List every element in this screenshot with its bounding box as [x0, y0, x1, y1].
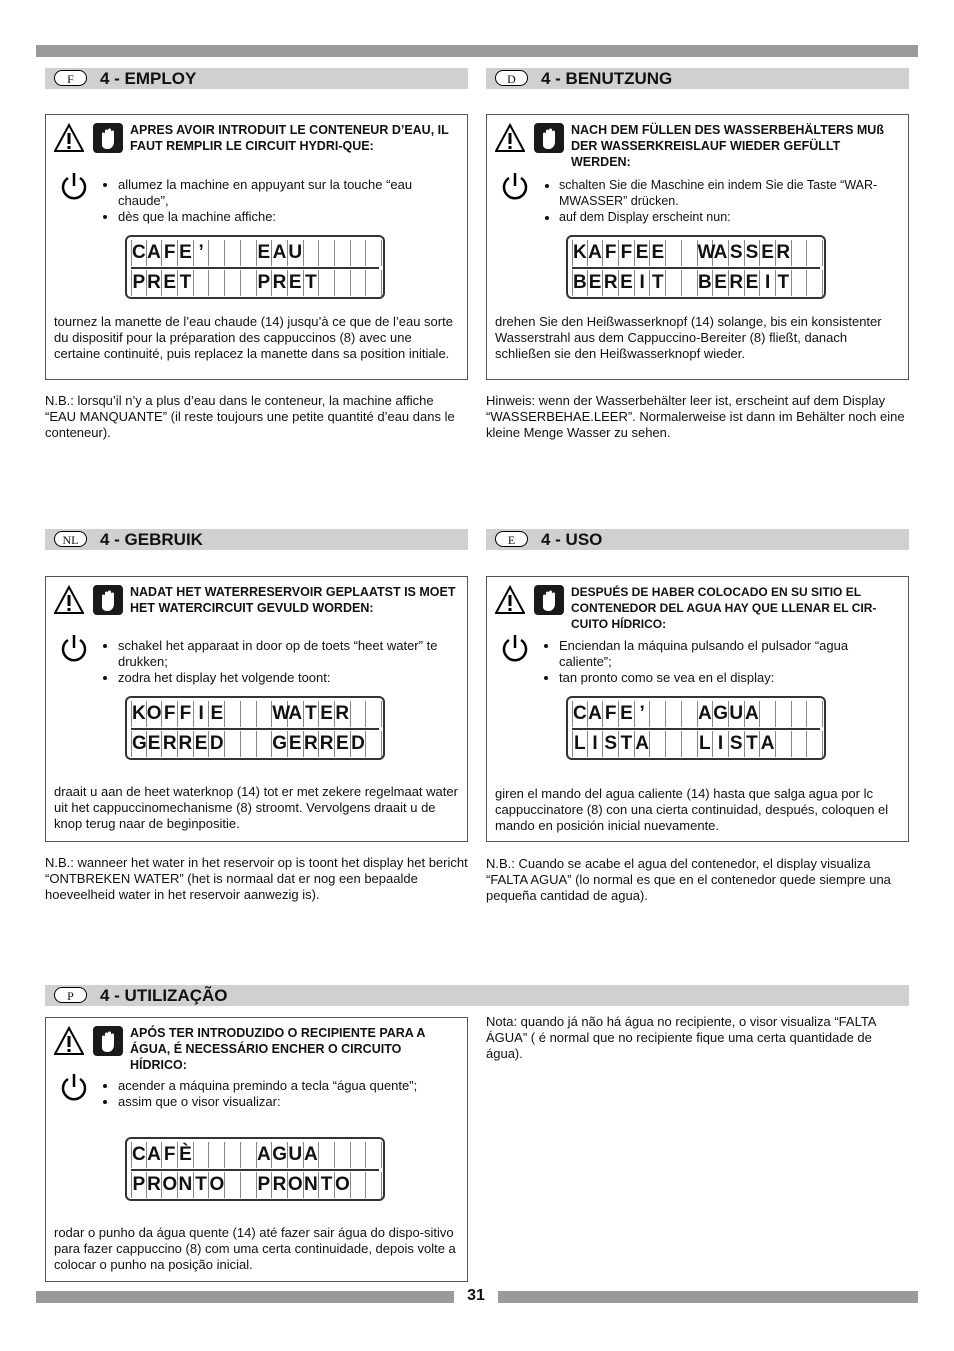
- lcd-cell: D: [351, 731, 367, 757]
- lcd-cell: [241, 1172, 257, 1198]
- lcd-cell: L: [572, 731, 588, 757]
- lcd-cell: [792, 270, 808, 296]
- step-list: [539, 177, 900, 225]
- lcd-display: [125, 1137, 385, 1201]
- lcd-cell: A: [760, 731, 776, 757]
- lcd-cell: E: [745, 270, 761, 296]
- lcd-cell: [807, 270, 823, 296]
- lcd-cell: R: [776, 240, 792, 266]
- lcd-cell: T: [619, 731, 635, 757]
- section-title: 4 - GEBRUIK: [100, 530, 203, 549]
- lcd-cell: [366, 1172, 382, 1198]
- section-nl: [36, 529, 468, 902]
- lcd-row: [131, 240, 382, 266]
- section-header: [486, 529, 909, 550]
- lcd-cell: [225, 1172, 241, 1198]
- lcd-cell: A: [635, 731, 651, 757]
- lcd-cell: S: [745, 240, 761, 266]
- lcd-cell: [366, 1142, 382, 1168]
- instruction-box: [486, 114, 909, 380]
- lcd-cell: A: [698, 701, 714, 727]
- lcd-cell: [366, 731, 382, 757]
- lcd-cell: A: [147, 1142, 163, 1168]
- lcd-cell: [335, 1142, 351, 1168]
- lcd-cell: K: [131, 701, 147, 727]
- section-header: [45, 529, 468, 550]
- lcd-cell: A: [147, 240, 163, 266]
- lcd-row: [131, 701, 382, 727]
- lcd-cell: B: [698, 270, 714, 296]
- lcd-cell: T: [776, 270, 792, 296]
- lcd-cell: C: [572, 701, 588, 727]
- instruction-box: [45, 576, 468, 842]
- lcd-cell: [257, 701, 273, 727]
- section-pt: [36, 985, 876, 1272]
- bottom-bar-right: [498, 1291, 918, 1303]
- lcd-cell: F: [178, 701, 194, 727]
- lcd-row: [572, 731, 823, 757]
- lcd-cell: R: [178, 731, 194, 757]
- lcd-cell: [807, 731, 823, 757]
- warning-icon: [495, 585, 525, 615]
- lcd-cell: A: [588, 701, 604, 727]
- lcd-cell: R: [304, 731, 320, 757]
- lcd-cell: E: [619, 701, 635, 727]
- lcd-cell: E: [147, 731, 163, 757]
- lcd-cell: E: [209, 701, 225, 727]
- lcd-cell: [335, 240, 351, 266]
- lcd-separator: [572, 267, 820, 269]
- lcd-cell: E: [319, 701, 335, 727]
- lcd-row: [572, 240, 823, 266]
- lcd-cell: A: [588, 240, 604, 266]
- lcd-cell: R: [162, 731, 178, 757]
- section-fr: [36, 68, 459, 440]
- lcd-cell: [351, 701, 367, 727]
- section-header: [45, 985, 909, 1006]
- lcd-cell: [807, 701, 823, 727]
- lcd-cell: F: [162, 240, 178, 266]
- lcd-cell: E: [162, 270, 178, 296]
- lcd-cell: W: [272, 701, 288, 727]
- lcd-cell: I: [194, 701, 210, 727]
- lcd-cell: F: [619, 240, 635, 266]
- lcd-row: [572, 701, 823, 727]
- lcd-cell: [209, 240, 225, 266]
- step-item: • auf dem Display erscheint nun:: [559, 209, 900, 225]
- bottom-bar-left: [36, 1291, 454, 1303]
- warning-text: NACH DEM FÜLLEN DES WASSERBEHÄLTERS MUß DER WASSERKREISLAUF WIEDER GEFÜLLT WERDEN:: [571, 123, 884, 169]
- lcd-cell: F: [162, 701, 178, 727]
- lcd-cell: I: [760, 270, 776, 296]
- lcd-cell: [650, 731, 666, 757]
- lcd-cell: [682, 731, 698, 757]
- step-item: • assim que o visor visualizar:: [118, 1094, 459, 1110]
- lcd-cell: R: [147, 1172, 163, 1198]
- step-list: [98, 638, 459, 686]
- step-item: • tan pronto como se vea en el display:: [559, 670, 900, 686]
- instruction-text: giren el mando del agua caliente (14) hasta que salga agua por lc cappuccinatore (8) con una cierta continuidad, después, coloquen el mando en posición inicial nuevamente.: [495, 786, 889, 833]
- lcd-cell: [241, 240, 257, 266]
- lcd-cell: R: [603, 270, 619, 296]
- section-title: 4 - USO: [541, 530, 603, 549]
- language-flag: D: [495, 70, 528, 86]
- step-item: • Enciendan la máquina pulsando el pulsador “agua caliente”;: [559, 638, 900, 670]
- lcd-separator: [131, 267, 379, 269]
- lcd-cell: A: [713, 240, 729, 266]
- lcd-cell: E: [713, 270, 729, 296]
- lcd-cell: [682, 240, 698, 266]
- lcd-cell: R: [729, 270, 745, 296]
- lcd-cell: [650, 701, 666, 727]
- power-icon: [500, 171, 530, 201]
- lcd-cell: E: [588, 270, 604, 296]
- lcd-cell: O: [288, 1172, 304, 1198]
- lcd-cell: [335, 270, 351, 296]
- lcd-cell: U: [288, 1142, 304, 1168]
- step-item: • schakel het apparaat in door op de toets “heet water” te drukken;: [118, 638, 459, 670]
- lcd-cell: A: [288, 701, 304, 727]
- lcd-cell: F: [603, 240, 619, 266]
- lcd-cell: U: [288, 240, 304, 266]
- lcd-cell: I: [635, 270, 651, 296]
- lcd-cell: E: [619, 270, 635, 296]
- lcd-cell: P: [257, 1172, 273, 1198]
- lcd-cell: [209, 1142, 225, 1168]
- lcd-cell: O: [147, 701, 163, 727]
- lcd-cell: [209, 270, 225, 296]
- lcd-cell: [666, 731, 682, 757]
- lcd-cell: T: [319, 1172, 335, 1198]
- section-title: 4 - BENUTZUNG: [541, 69, 673, 88]
- lcd-cell: [225, 701, 241, 727]
- warning-text: APÓS TER INTRODUZIDO O RECIPIENTE PARA A ÁGUA, É NECESSÁRIO ENCHER O CIRCUITO HÍDRICO:: [130, 1026, 425, 1072]
- lcd-display: [566, 696, 826, 760]
- lcd-cell: T: [178, 270, 194, 296]
- lcd-row: [131, 1172, 382, 1198]
- power-icon: [500, 633, 530, 663]
- lcd-cell: N: [304, 1172, 320, 1198]
- lcd-cell: S: [729, 731, 745, 757]
- lcd-cell: È: [178, 1142, 194, 1168]
- language-flag: E: [495, 531, 528, 547]
- lcd-cell: [351, 270, 367, 296]
- lcd-cell: O: [335, 1172, 351, 1198]
- lcd-cell: [241, 701, 257, 727]
- hand-stop-icon: [93, 585, 123, 615]
- lcd-cell: I: [713, 731, 729, 757]
- lcd-cell: R: [147, 270, 163, 296]
- lcd-cell: [194, 1142, 210, 1168]
- instruction-text: rodar o punho da água quente (14) até fazer sair água do dispo-sitivo para fazer cappuccino (8) com uma certa continuidade, depois volte a colocar o punho na posição inicial.: [54, 1225, 456, 1272]
- step-item: • zodra het display het volgende toont:: [118, 670, 459, 686]
- section-de: [477, 68, 905, 440]
- language-flag: P: [54, 987, 87, 1003]
- note-text: N.B.: Cuando se acabe el agua del contenedor, el display visualiza “FALTA AGUA” (lo normal es que en el contenedor quede siempre una pequeña cantidad de agua).: [486, 856, 891, 903]
- lcd-cell: T: [650, 270, 666, 296]
- lcd-cell: [241, 270, 257, 296]
- lcd-cell: P: [257, 270, 273, 296]
- lcd-cell: P: [131, 1172, 147, 1198]
- power-icon: [59, 171, 89, 201]
- lcd-cell: E: [650, 240, 666, 266]
- lcd-cell: G: [272, 1142, 288, 1168]
- lcd-cell: N: [178, 1172, 194, 1198]
- lcd-cell: K: [572, 240, 588, 266]
- lcd-cell: [319, 240, 335, 266]
- lcd-cell: G: [131, 731, 147, 757]
- lcd-cell: [225, 240, 241, 266]
- lcd-separator: [572, 728, 820, 730]
- section-es: [477, 529, 900, 903]
- instruction-box: [45, 114, 468, 380]
- top-bar: [36, 45, 918, 57]
- lcd-cell: [319, 270, 335, 296]
- lcd-display: [566, 235, 826, 299]
- lcd-cell: E: [760, 240, 776, 266]
- section-title: 4 - UTILIZAÇÃO: [100, 986, 228, 1005]
- note-text: N.B.: wanneer het water in het reservoir op is toont het display het bericht “ONTBREKEN WATER” (het is normaal dat er nog een bepaalde hoeveelheid water in het reservoir aanwezig is).: [45, 855, 468, 902]
- lcd-row: [572, 270, 823, 296]
- lcd-cell: O: [162, 1172, 178, 1198]
- lcd-cell: [682, 701, 698, 727]
- hand-stop-icon: [534, 585, 564, 615]
- warning-icon: [495, 123, 525, 153]
- warning-icon: [54, 585, 84, 615]
- lcd-cell: P: [131, 270, 147, 296]
- lcd-cell: R: [319, 731, 335, 757]
- power-icon: [59, 1072, 89, 1102]
- lcd-cell: R: [272, 270, 288, 296]
- language-flag: NL: [54, 531, 87, 547]
- lcd-cell: [776, 701, 792, 727]
- power-icon: [59, 633, 89, 663]
- lcd-cell: [319, 1142, 335, 1168]
- lcd-cell: T: [194, 1172, 210, 1198]
- step-list: [539, 638, 900, 686]
- instruction-text: drehen Sie den Heißwasserknopf (14) solange, bis ein konsistenter Wasserstrahl aus dem Cappuccino-Bereiter (8) fließt, danach schließen sie den Heißwasserknopf wieder.: [495, 314, 882, 361]
- lcd-cell: E: [288, 270, 304, 296]
- lcd-cell: ’: [635, 701, 651, 727]
- instruction-box: [45, 1017, 468, 1282]
- lcd-cell: R: [335, 701, 351, 727]
- lcd-cell: C: [131, 240, 147, 266]
- warning-text: NADAT HET WATERRESERVOIR GEPLAATST IS MOET HET WATERCIRCUIT GEVULD WORDEN:: [130, 585, 456, 615]
- step-list: [98, 177, 459, 225]
- lcd-row: [131, 270, 382, 296]
- warning-icon: [54, 1026, 84, 1056]
- lcd-cell: [792, 731, 808, 757]
- lcd-cell: [760, 701, 776, 727]
- lcd-cell: [351, 1142, 367, 1168]
- lcd-row: [131, 731, 382, 757]
- warning-text: APRES AVOIR INTRODUIT LE CONTENEUR D’EAU, IL FAUT REMPLIR LE CIRCUIT HYDRI-QUE:: [130, 123, 449, 153]
- lcd-cell: T: [304, 701, 320, 727]
- lcd-cell: A: [272, 240, 288, 266]
- lcd-cell: B: [572, 270, 588, 296]
- lcd-cell: E: [335, 731, 351, 757]
- lcd-cell: [366, 240, 382, 266]
- lcd-cell: [225, 1142, 241, 1168]
- lcd-cell: [366, 270, 382, 296]
- step-list: [98, 1078, 459, 1110]
- lcd-display: [125, 235, 385, 299]
- lcd-cell: G: [272, 731, 288, 757]
- step-item: • schalten Sie die Maschine ein indem Sie die Taste “WAR-MWASSER” drücken.: [559, 177, 900, 209]
- lcd-cell: E: [178, 240, 194, 266]
- note-text: Nota: quando já não há água no recipiente, o visor visualiza “FALTA ÁGUA” ( é normal que no recipiente fique uma certa quantidade de água).: [486, 1014, 876, 1061]
- page-number: 31: [467, 1287, 485, 1304]
- lcd-cell: T: [745, 731, 761, 757]
- lcd-cell: E: [194, 731, 210, 757]
- lcd-cell: [792, 240, 808, 266]
- step-item: • dès que la machine affiche:: [118, 209, 459, 225]
- lcd-cell: E: [257, 240, 273, 266]
- lcd-cell: O: [209, 1172, 225, 1198]
- lcd-cell: [241, 1142, 257, 1168]
- note-text: Hinweis: wenn der Wasserbehälter leer ist, erscheint auf dem Display “WASSERBEHAE.LEER”. Normalerweise ist dann im Behälter noch eine kleine Menge Wasser zu sehen.: [486, 393, 905, 440]
- lcd-cell: [666, 240, 682, 266]
- lcd-cell: I: [588, 731, 604, 757]
- instruction-box: [486, 576, 909, 842]
- lcd-cell: ’: [194, 240, 210, 266]
- lcd-cell: F: [603, 701, 619, 727]
- lcd-cell: [666, 701, 682, 727]
- section-header: [45, 68, 468, 89]
- lcd-cell: A: [257, 1142, 273, 1168]
- warning-icon: [54, 123, 84, 153]
- lcd-cell: [807, 240, 823, 266]
- lcd-cell: C: [131, 1142, 147, 1168]
- note-text: N.B.: lorsqu’il n’y a plus d’eau dans le conteneur, la machine affiche “EAU MANQUANTE” (il reste toujours une petite quantité d’eau dans le conteneur).: [45, 393, 455, 440]
- instruction-text: draait u aan de heet waterknop (14) tot er met zekere regelmaat water uit het cappuccinomechanisme (8) stroomt. Vervolgens draait u de knop terug naar de beginpositie.: [54, 784, 458, 831]
- lcd-cell: [682, 270, 698, 296]
- lcd-cell: [666, 270, 682, 296]
- lcd-cell: A: [745, 701, 761, 727]
- lcd-cell: S: [729, 240, 745, 266]
- lcd-cell: [194, 270, 210, 296]
- instruction-text: tournez la manette de l’eau chaude (14) jusqu’à ce que de l’eau sorte du dispositif pour la préparation des cappuccinos (8) avec une certaine continuité, puis replacez la manette dans sa position initiale.: [54, 314, 453, 361]
- section-title: 4 - EMPLOY: [100, 69, 197, 88]
- lcd-cell: [366, 701, 382, 727]
- language-flag: F: [54, 70, 87, 86]
- lcd-cell: W: [698, 240, 714, 266]
- lcd-cell: R: [272, 1172, 288, 1198]
- lcd-cell: E: [635, 240, 651, 266]
- lcd-cell: [304, 240, 320, 266]
- hand-stop-icon: [93, 1026, 123, 1056]
- lcd-cell: L: [698, 731, 714, 757]
- lcd-cell: [241, 731, 257, 757]
- lcd-cell: E: [288, 731, 304, 757]
- lcd-display: [125, 696, 385, 760]
- hand-stop-icon: [93, 123, 123, 153]
- lcd-cell: [351, 240, 367, 266]
- hand-stop-icon: [534, 123, 564, 153]
- lcd-cell: G: [713, 701, 729, 727]
- lcd-cell: S: [603, 731, 619, 757]
- lcd-separator: [131, 1169, 379, 1171]
- lcd-cell: [351, 1172, 367, 1198]
- section-header: [486, 68, 909, 89]
- lcd-cell: [225, 731, 241, 757]
- lcd-separator: [131, 728, 379, 730]
- lcd-cell: [792, 701, 808, 727]
- step-item: • allumez la machine en appuyant sur la touche “eau chaude”,: [118, 177, 459, 209]
- lcd-cell: F: [162, 1142, 178, 1168]
- step-item: • acender a máquina premindo a tecla “água quente”;: [118, 1078, 459, 1094]
- lcd-cell: [776, 731, 792, 757]
- warning-text: DESPUÉS DE HABER COLOCADO EN SU SITIO EL CONTENEDOR DEL AGUA HAY QUE LLENAR EL CIR-CUITO HÍDRICO:: [571, 585, 877, 631]
- lcd-cell: T: [304, 270, 320, 296]
- lcd-cell: U: [729, 701, 745, 727]
- lcd-row: [131, 1142, 382, 1168]
- lcd-cell: D: [209, 731, 225, 757]
- lcd-cell: A: [304, 1142, 320, 1168]
- lcd-cell: [225, 270, 241, 296]
- lcd-cell: [257, 731, 273, 757]
